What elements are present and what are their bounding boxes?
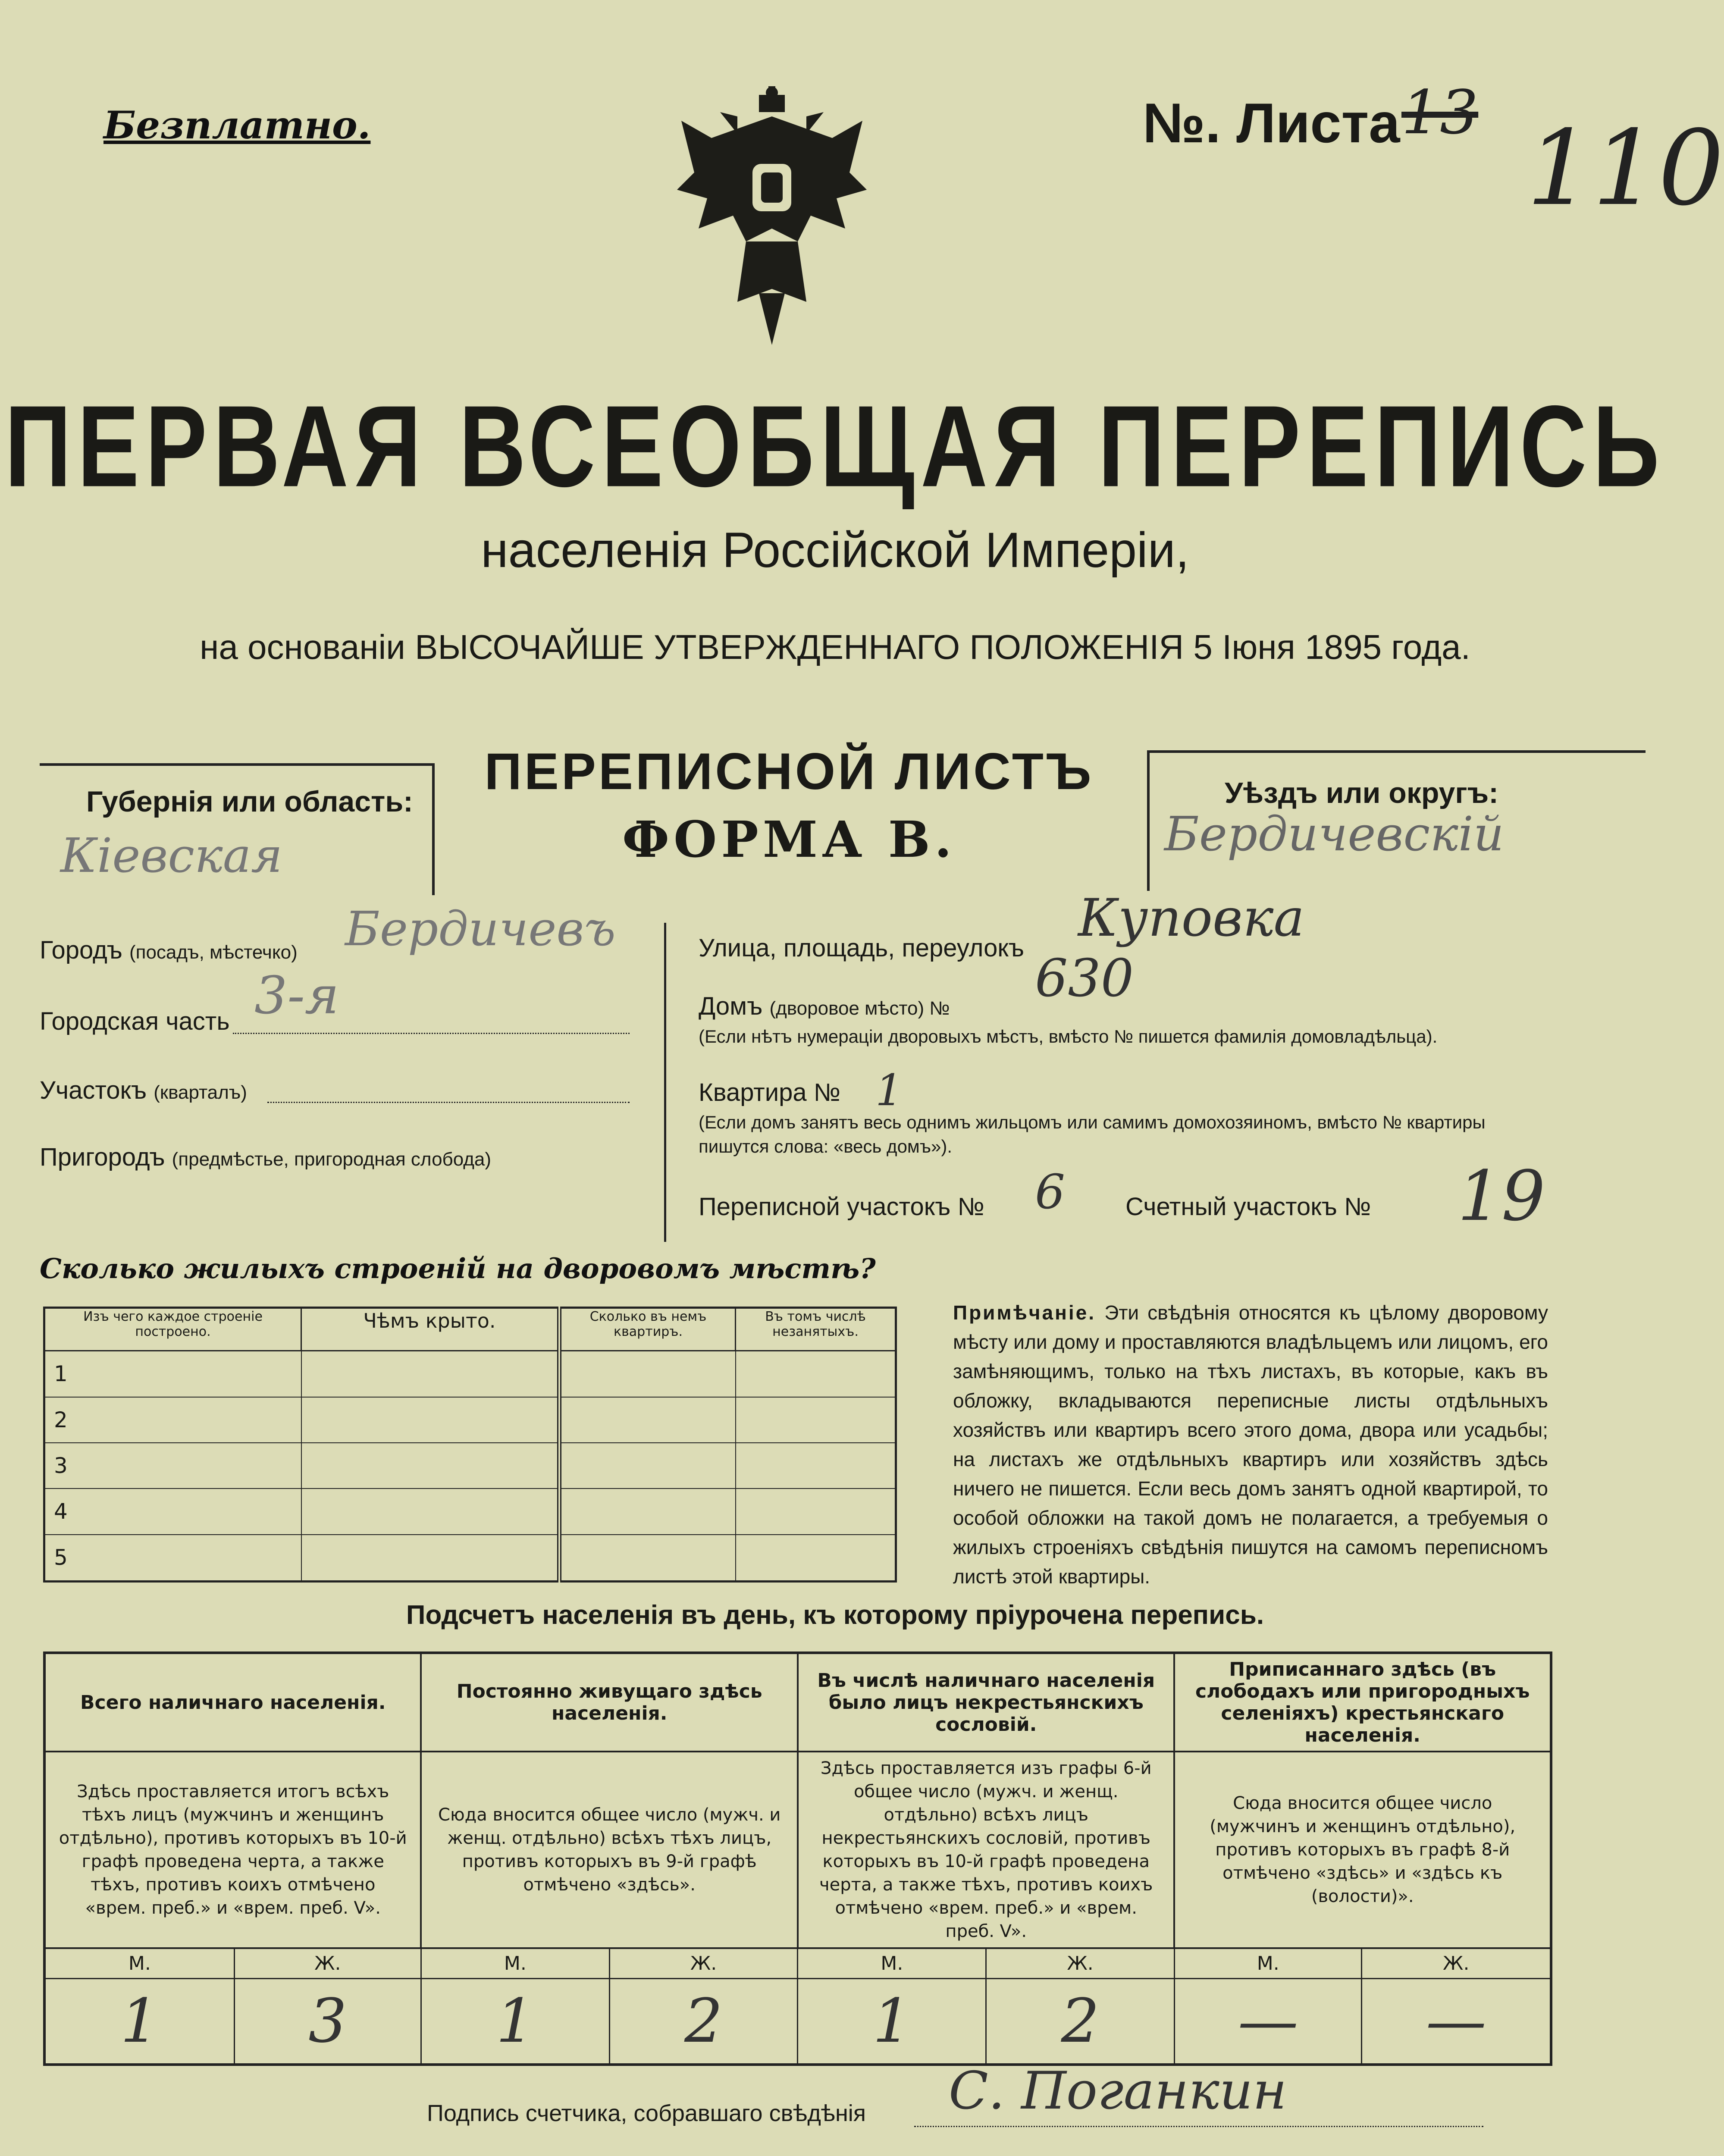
- tally-table: [43, 1651, 1552, 2066]
- row-number: 3: [44, 1443, 301, 1489]
- row-number: 5: [44, 1535, 301, 1582]
- note-text: Эти свѣдѣнія относятся къ цѣлому дворовому мѣсту или дому и проставляются владѣльцемъ или лицомъ, его замѣняющимъ, только на тѣхъ листахъ, въ которые, какъ въ обложку, вкладываются переписные листы отдѣльныхъ хозяйствъ или квартиръ всего этого дома, двора или усадьбы; на листахъ же отдѣльныхъ квартиръ или хозяйствъ здѣсь ничего не пишется. Если весь домъ занятъ одной квартирой, то особой обложки на такой домъ не полагается, а требуемыя о жилыхъ строеніяхъ свѣдѣнія пишутся на самомъ переписномъ листѣ этой квартиры.: [953, 1301, 1548, 1588]
- tally-desc: Сюда вносится общее число (мужч. и женщ. отдѣльно) всѣхъ тѣхъ лицъ, противъ которыхъ въ 9-й графѣ отмѣчено «здѣсь».: [421, 1752, 798, 1948]
- city-row: Городъ (посадъ, мѣстечко): [40, 936, 298, 964]
- tally-head-total: Всего наличнаго населенія.: [44, 1653, 421, 1752]
- precinct-row: Участокъ (кварталъ): [40, 1076, 247, 1104]
- district-label: Уѣздъ или округъ:: [1225, 777, 1498, 809]
- peasant-male-value: —: [1174, 1978, 1362, 2065]
- buildings-table: [43, 1307, 897, 1583]
- tally-desc: Здѣсь проставляется изъ графы 6-й общее число (мужч. и женщ. отдѣльно) всѣхъ лицъ некрестьянскихъ сословій, противъ которыхъ въ 10-й графѣ проведена черта, а также тѣхъ, противъ коихъ отмѣчено «врем. преб.» и «врем. преб. V».: [798, 1752, 1175, 1948]
- col-roof: Чѣмъ крыто.: [301, 1308, 560, 1351]
- male-label: М.: [1174, 1948, 1362, 1978]
- tally-title: Подсчетъ населенія въ день, къ которому пріурочена перепись.: [406, 1600, 1264, 1630]
- female-label: Ж.: [1362, 1948, 1551, 1978]
- male-label: М.: [421, 1948, 609, 1978]
- signature-line: [914, 2126, 1483, 2127]
- count-label: Счетный участокъ №: [1125, 1193, 1371, 1221]
- buildings-question: Сколько жилыхъ строеній на дворовомъ мѣстѣ?: [40, 1253, 876, 1285]
- precinct-line: [267, 1102, 630, 1103]
- tally-desc: Здѣсь проставляется итогъ всѣхъ тѣхъ лицъ (мужчинъ и женщинъ отдѣльно), противъ которыхъ въ 10-й графѣ проведена черта, а также тѣхъ, противъ коихъ отмѣчено «врем. преб.» и «врем. преб. V».: [44, 1752, 421, 1948]
- nonpeasant-female-value: 2: [986, 1978, 1175, 2065]
- sheet-number-label: №. Листа: [1143, 91, 1400, 154]
- total-male-value: 1: [44, 1978, 234, 2065]
- note-label: Примѣчаніе.: [953, 1301, 1096, 1324]
- main-title: ПЕРВАЯ ВСЕОБЩАЯ ПЕРЕПИСЬ: [4, 381, 1666, 511]
- apt-value: 1: [875, 1065, 903, 1116]
- house-value: 630: [1035, 949, 1134, 1009]
- tally-desc: Сюда вносится общее число (мужчинъ и женщинъ отдѣльно), противъ которыхъ въ графѣ 8-й отмѣчено «здѣсь» и «здѣсь къ (волости)».: [1174, 1752, 1551, 1948]
- row-number: 2: [44, 1397, 301, 1443]
- sheet-title: ПЕРЕПИСНОЙ ЛИСТЪ: [484, 743, 1094, 800]
- city-part-line: [233, 1033, 630, 1034]
- census-value: 6: [1035, 1164, 1065, 1219]
- apt-label: Квартира №: [699, 1078, 840, 1106]
- signature-label: Подпись счетчика, собравшаго свѣдѣнія: [427, 2100, 866, 2126]
- city-value: Бердичевъ: [345, 901, 616, 956]
- street-value: Куповка: [1078, 888, 1305, 948]
- archive-number: 110: [1527, 108, 1724, 229]
- street-label: Улица, площадь, переулокъ: [699, 934, 1024, 962]
- imperial-eagle-emblem: [673, 86, 871, 354]
- female-label: Ж.: [986, 1948, 1175, 1978]
- count-value: 19: [1458, 1156, 1545, 1236]
- total-female-value: 3: [234, 1978, 421, 2065]
- suburb-row: Пригородъ (предмѣстье, пригородная слобода): [40, 1143, 492, 1171]
- city-part-value: 3-я: [254, 966, 339, 1026]
- address-divider: [664, 923, 666, 1242]
- apt-note: (Если домъ занятъ весь однимъ жильцомъ или самимъ домохозяиномъ, вмѣсто № квартиры пишутся слова: «весь домъ»).: [699, 1112, 1486, 1156]
- col-apartments: Сколько въ немъ квартиръ.: [559, 1308, 736, 1351]
- permanent-female-value: 2: [609, 1978, 798, 2065]
- tally-head-peasant: Приписаннаго здѣсь (въ слободахъ или пригородныхъ селеніяхъ) крестьянскаго населенія.: [1174, 1653, 1551, 1752]
- province-label: Губернія или область:: [86, 785, 413, 818]
- peasant-female-value: —: [1362, 1978, 1551, 2065]
- male-label: М.: [798, 1948, 986, 1978]
- permanent-male-value: 1: [421, 1978, 609, 2065]
- province-value: Кіевская: [60, 828, 283, 883]
- sheet-number-value: 13: [1401, 78, 1479, 148]
- col-vacant: Въ томъ числѣ незанятыхъ.: [736, 1308, 896, 1351]
- male-label: М.: [44, 1948, 234, 1978]
- basis-line: на основаніи ВЫСОЧАЙШЕ УТВЕРЖДЕННАГО ПОЛОЖЕНІЯ 5 Іюня 1895 года.: [200, 628, 1470, 666]
- district-value: Бердичевскій: [1164, 806, 1504, 862]
- row-number: 4: [44, 1489, 301, 1534]
- census-label: Переписной участокъ №: [699, 1193, 984, 1221]
- city-part-label: Городская часть: [40, 1007, 230, 1035]
- nonpeasant-male-value: 1: [798, 1978, 986, 2065]
- signature-value: С. Поганкин: [949, 2061, 1287, 2121]
- female-label: Ж.: [609, 1948, 798, 1978]
- house-row: Домъ (дворовое мѣсто) №: [699, 992, 950, 1020]
- free-label: Безплатно.: [103, 103, 371, 147]
- tally-head-nonpeasant: Въ числѣ наличнаго населенія было лицъ некрестьянскихъ сословій.: [798, 1653, 1175, 1752]
- row-number: 1: [44, 1351, 301, 1397]
- col-material: Изъ чего каждое строеніе построено.: [44, 1308, 301, 1351]
- tally-head-permanent: Постоянно живущаго здѣсь населенія.: [421, 1653, 798, 1752]
- house-note: (Если нѣтъ нумераціи дворовыхъ мѣстъ, вмѣсто № пишется фамилія домовладѣльца).: [699, 1026, 1438, 1047]
- subtitle: населенія Россійской Имперіи,: [481, 523, 1189, 578]
- note: [953, 1298, 1548, 1591]
- female-label: Ж.: [234, 1948, 421, 1978]
- form-title: ФОРМА В.: [622, 811, 956, 869]
